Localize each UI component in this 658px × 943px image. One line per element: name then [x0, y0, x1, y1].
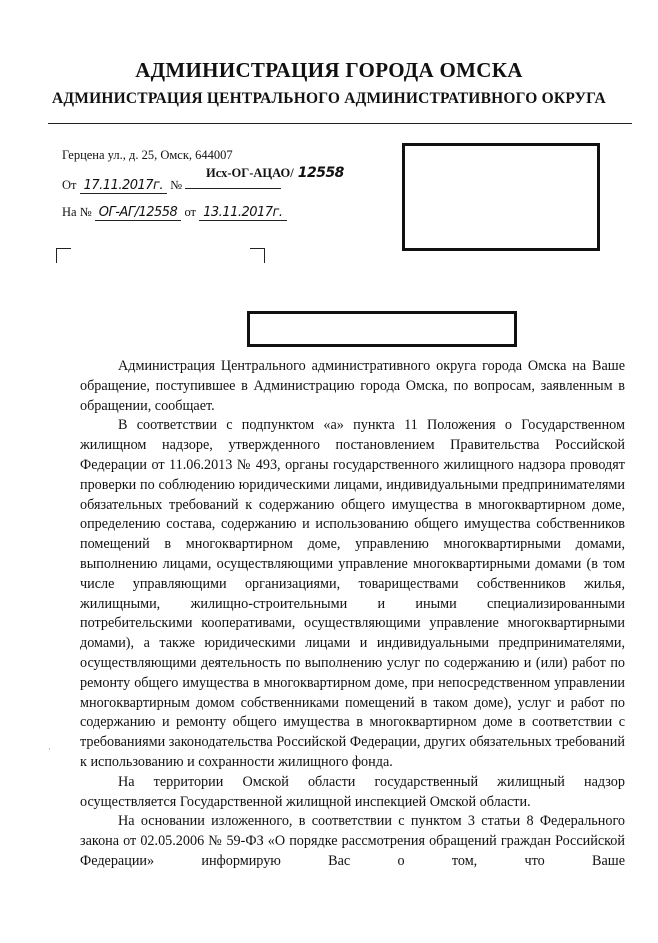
letter-body	[80, 357, 625, 872]
reply-line	[62, 205, 287, 221]
header-divider	[48, 123, 632, 124]
from-date: 17.11.2017г.	[80, 178, 167, 194]
reply-date-label: от	[184, 205, 196, 219]
number-blank	[185, 188, 281, 189]
paragraph: Администрация Центрального административного округа города Омска на Ваше обращение, поступившее в Администрацию города Омска, по вопросам, заявленным в обращении, сообщает.	[80, 358, 625, 414]
page-subtitle: АДМИНИСТРАЦИЯ ЦЕНТРАЛЬНОГО АДМИНИСТРАТИВНОГО ОКРУГА	[52, 90, 606, 107]
margin-mark: ·	[48, 745, 51, 754]
date-line	[62, 178, 281, 194]
paragraph: На основании изложенного, в соответствии с пунктом 3 статьи 8 Федерального закона от 02.05.2006 № 59-ФЗ «О порядке рассмотрения обращений граждан Российской Федерации» информирую Вас о том, что Ваше	[80, 813, 625, 869]
number-label: №	[170, 178, 183, 192]
reply-number: ОГ-АГ/12558	[95, 205, 182, 221]
reply-label: На №	[62, 205, 92, 219]
outgoing-ref-handwritten: 12558	[297, 165, 344, 181]
redacted-recipient-block	[402, 143, 600, 251]
address-corner-left	[56, 248, 71, 263]
outgoing-ref-prefix: Исх-ОГ-АЦАО/	[206, 166, 294, 180]
sender-address: Герцена ул., д. 25, Омск, 644007	[62, 148, 233, 162]
from-label: От	[62, 178, 77, 192]
page-title: АДМИНИСТРАЦИЯ ГОРОДА ОМСКА	[135, 58, 523, 82]
address-corner-right	[250, 248, 265, 263]
redacted-salutation	[247, 311, 517, 347]
paragraph: На территории Омской области государственный жилищный надзор осуществляется Государственной жилищной инспекцией Омской области.	[80, 773, 625, 810]
paragraph: В соответствии с подпунктом «а» пункта 11 Положения о Государственном жилищном надзоре, утвержденного постановлением Правительства Российской Федерации от 11.06.2013 № 493, органы государственного жилищного надзора проводят проверки по соблюдению юридическими лицами, индивидуальными предпринимателями обязательных требований к содержанию общего имущества в многоквартирном доме, определению состава, содержанию и использованию общего имущества собственников помещений в многоквартирном доме, управлению многоквартирными домами, выполнению лицами, осуществляющими управление многоквартирными домами (в том числе управляющими организациями, товариществами собственников жилья, жилищными, жилищно-строительными и иными специализированными потребительскими кооперативами, осуществляющими управление многоквартирными домами), а также юридическими лицами и индивидуальными предпринимателями, осуществляющими деятельность по выполнению услуг по содержанию и (или) работ по ремонту общего имущества в многоквартирном доме, при непосредственном управлении многоквартирным домом собственниками помещений в таком доме), услуг и работ по содержанию и ремонту общего имущества в многоквартирном доме в соответствии с требованиями законодательства Российской Федерации, других обязательных требований к использованию и сохранности жилищного фонда.	[80, 417, 625, 770]
reply-date: 13.11.2017г.	[199, 205, 286, 221]
